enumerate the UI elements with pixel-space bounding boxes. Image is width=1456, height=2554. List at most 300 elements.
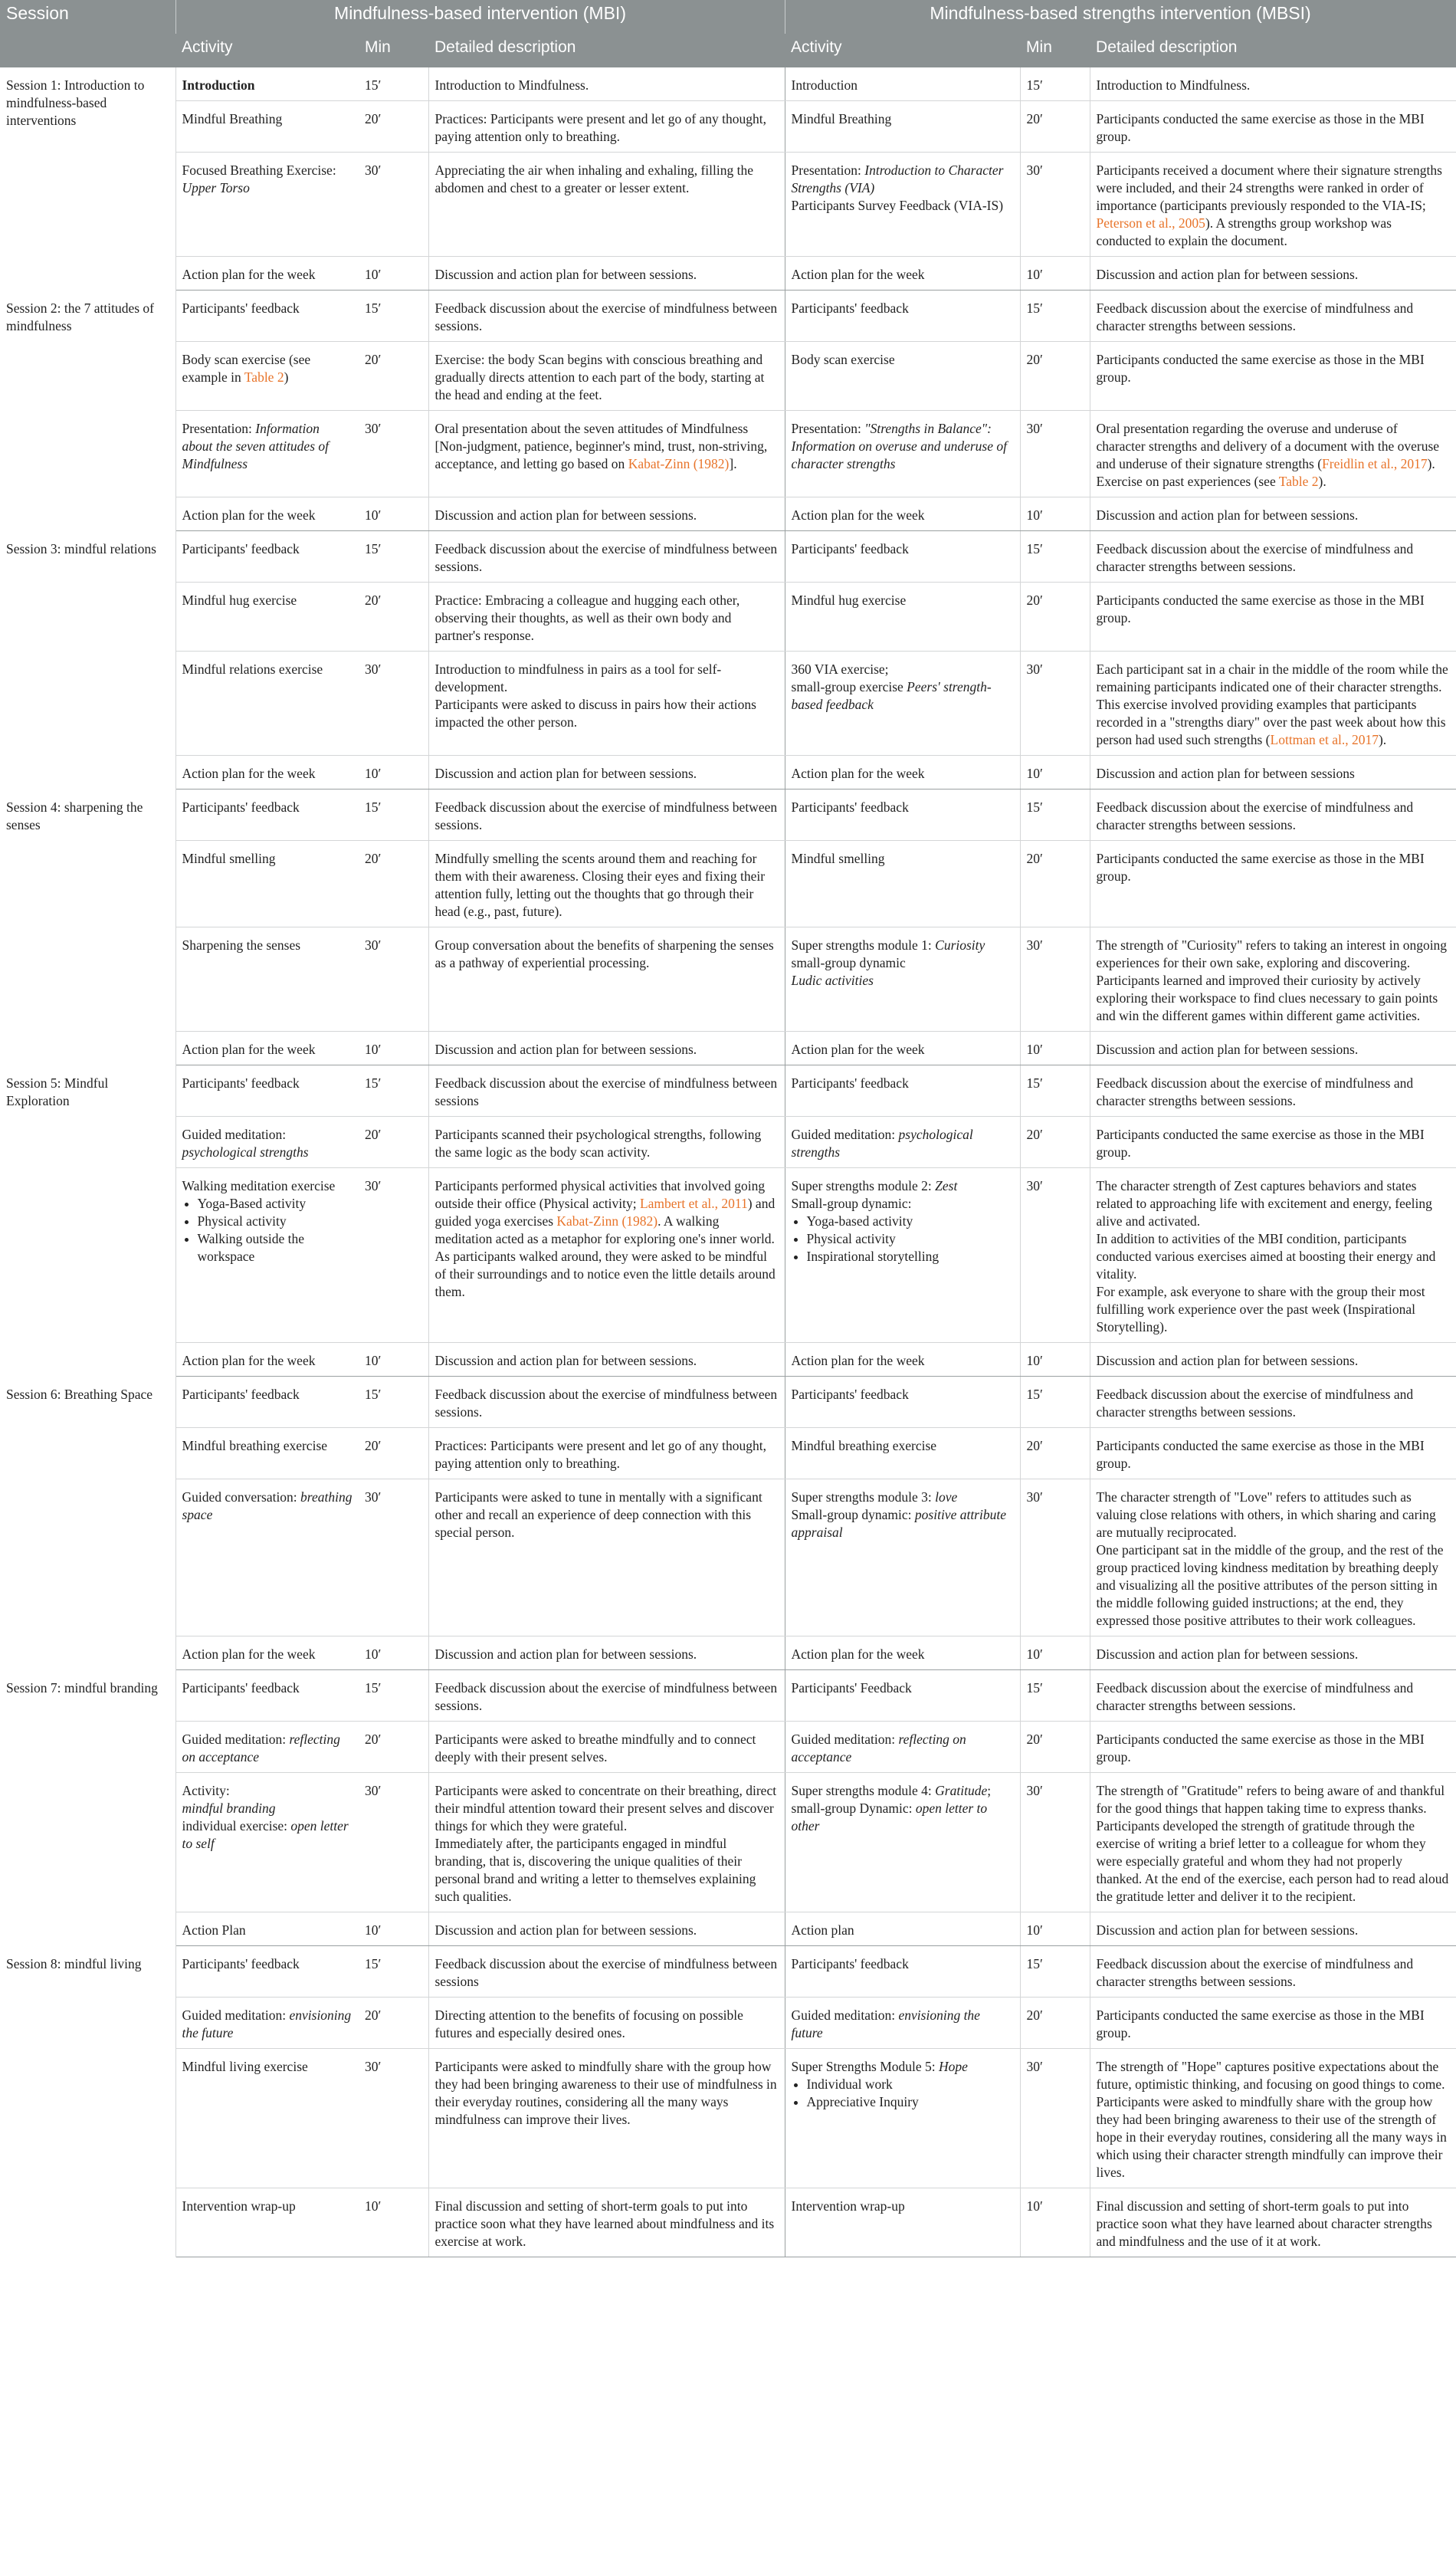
mbsi-activity xyxy=(785,67,1020,101)
mbi-minutes: 10′ xyxy=(359,1912,428,1946)
bullet-item: • Yoga-Based activity xyxy=(198,1195,353,1213)
mbsi-activity xyxy=(785,1912,1020,1946)
mbsi-description xyxy=(1090,1670,1456,1722)
text-run: Participants' feedback xyxy=(791,1075,909,1091)
mbi-minutes: 20′ xyxy=(359,342,428,411)
mbi-description xyxy=(428,67,785,101)
mbsi-minutes: 30′ xyxy=(1020,153,1090,257)
text-run: envisioning the future xyxy=(791,2007,980,2040)
mbsi-minutes: 15′ xyxy=(1020,790,1090,841)
mbsi-description xyxy=(1090,1479,1456,1636)
session-title: Session 7: mindful branding xyxy=(0,1670,175,1946)
cell-paragraph xyxy=(182,2007,353,2042)
mbsi-minutes: 10′ xyxy=(1020,1912,1090,1946)
text-run: ) xyxy=(284,369,289,385)
cell-paragraph xyxy=(435,2198,779,2250)
mbsi-minutes: 15′ xyxy=(1020,291,1090,342)
text-run: Participants' feedback xyxy=(182,1956,300,1971)
cell-paragraph xyxy=(435,1955,779,1991)
cell-paragraph xyxy=(1097,1731,1451,1766)
text-run: Gratitude xyxy=(935,1783,988,1798)
text-run: Participants Survey Feedback (VIA-IS) xyxy=(791,198,1004,213)
mbsi-activity xyxy=(785,1636,1020,1670)
mbsi-activity xyxy=(785,342,1020,411)
cell-paragraph xyxy=(1097,850,1451,885)
mbi-minutes: 10′ xyxy=(359,1343,428,1377)
text-run: Action plan for the week xyxy=(791,1353,925,1368)
mbsi-description xyxy=(1090,1946,1456,1998)
mbi-activity xyxy=(175,497,359,531)
text-run: Discussion and action plan for between sessions. xyxy=(435,766,697,781)
mbsi-activity xyxy=(785,411,1020,497)
text-run: ; small-group Dynamic: xyxy=(791,1783,992,1816)
text-run: psychological strengths xyxy=(182,1144,309,1160)
mbi-minutes: 15′ xyxy=(359,1377,428,1428)
cell-paragraph xyxy=(792,765,1014,783)
cell-paragraph xyxy=(182,1489,353,1524)
mbi-activity xyxy=(175,1998,359,2049)
cell-paragraph xyxy=(1097,937,1451,972)
mbi-activity xyxy=(175,790,359,841)
text-run: Each participant sat in a chair in the middle of the room while the remaining participants indicated one of their character strengths. xyxy=(1096,661,1448,694)
text-run: open letter to other xyxy=(791,1801,988,1833)
text-run: As participants walked around, they were asked to be mindful of their surroundings and to notice even the little details around them. xyxy=(435,1249,776,1299)
mbi-activity xyxy=(175,1428,359,1479)
mbsi-description xyxy=(1090,1773,1456,1912)
cell-paragraph xyxy=(182,1386,353,1403)
mbsi-activity xyxy=(785,1032,1020,1065)
mbi-activity xyxy=(175,291,359,342)
mbsi-description xyxy=(1090,790,1456,841)
text-run: Zest xyxy=(935,1178,958,1193)
mbsi-activity xyxy=(785,756,1020,790)
mbi-minutes: 20′ xyxy=(359,101,428,153)
text-run: ). xyxy=(1378,732,1387,747)
session-title: Session 8: mindful living xyxy=(0,1946,175,2257)
table-row xyxy=(0,1117,1456,1168)
text-run: Discussion and action plan for between sessions xyxy=(1096,766,1355,781)
mbsi-minutes: 30′ xyxy=(1020,2049,1090,2188)
mbsi-description xyxy=(1090,756,1456,790)
cell-paragraph xyxy=(1097,1541,1451,1630)
text-run: The strength of "Curiosity" refers to taking an interest in ongoing experiences for their own sake, exploring and discovering. xyxy=(1096,937,1448,970)
session-title: Session 1: Introduction to mindfulness-based interventions xyxy=(0,67,175,291)
text-run: Presentation: xyxy=(182,421,256,436)
text-run: Final discussion and setting of short-term goals to put into practice soon what they have learned about character strengths and mindfulness and the use of it at work. xyxy=(1096,2198,1432,2249)
text-run: Action plan for the week xyxy=(182,1042,316,1057)
mbsi-minutes: 15′ xyxy=(1020,1065,1090,1117)
text-run: Participants conducted the same exercise as those in the MBI group. xyxy=(1096,2007,1425,2040)
citation-link[interactable]: Freidlin et al., 2017 xyxy=(1322,456,1428,471)
mbi-description xyxy=(428,1428,785,1479)
cell-paragraph xyxy=(182,1955,353,1973)
mbsi-minutes: 15′ xyxy=(1020,1377,1090,1428)
cell-paragraph xyxy=(1097,765,1451,783)
mbi-description xyxy=(428,1065,785,1117)
cell-paragraph xyxy=(182,2198,353,2215)
table-row xyxy=(0,497,1456,531)
text-run: Practice: Embracing a colleague and hugging each other, observing their thoughts, as well as their own body and partner's response. xyxy=(435,593,740,643)
cell-paragraph xyxy=(182,420,353,473)
mbsi-activity xyxy=(785,583,1020,652)
table-row xyxy=(0,1912,1456,1946)
citation-link[interactable]: Kabat-Zinn (1982) xyxy=(556,1213,658,1229)
mbi-activity xyxy=(175,927,359,1032)
cell-paragraph xyxy=(435,110,779,146)
mbsi-minutes: 30′ xyxy=(1020,411,1090,497)
cell-paragraph xyxy=(1097,1386,1451,1421)
mbsi-description xyxy=(1090,153,1456,257)
mbsi-description xyxy=(1090,583,1456,652)
mbi-description xyxy=(428,1722,785,1773)
mbsi-description xyxy=(1090,411,1456,497)
mbsi-activity xyxy=(785,2049,1020,2188)
text-run: love xyxy=(935,1489,958,1505)
mbsi-activity xyxy=(785,1168,1020,1343)
mbi-activity xyxy=(175,257,359,291)
text-run: Super strengths module 4: xyxy=(791,1783,936,1798)
mbsi-activity xyxy=(785,1773,1020,1912)
text-run: In addition to activities of the MBI condition, participants conducted various exercises aimed at boosting their energy and vitality. xyxy=(1096,1231,1436,1282)
text-run: Introduction xyxy=(182,77,255,93)
text-run: small-group exercise xyxy=(791,679,907,694)
citation-link[interactable]: Lambert et al., 2011 xyxy=(639,1196,748,1211)
text-run: Participants conducted the same exercise as those in the MBI group. xyxy=(1096,1438,1425,1471)
bullet-list xyxy=(792,2076,1014,2111)
citation-link[interactable]: Peterson et al., 2005 xyxy=(1096,215,1205,231)
mbsi-description xyxy=(1090,531,1456,583)
mbi-description xyxy=(428,1168,785,1343)
cell-paragraph xyxy=(182,2058,353,2076)
cell-paragraph xyxy=(792,1126,1014,1161)
text-run: Practices: Participants were present and let go of any thought, paying attention only to breathing. xyxy=(435,1438,767,1471)
cell-paragraph xyxy=(435,1646,779,1663)
mbi-activity xyxy=(175,1032,359,1065)
mbi-description xyxy=(428,1032,785,1065)
text-run: Guided meditation: xyxy=(791,2007,899,2023)
cell-paragraph xyxy=(792,2058,1014,2076)
cell-paragraph xyxy=(182,1352,353,1370)
cell-paragraph xyxy=(182,540,353,558)
text-run: Mindful hug exercise xyxy=(791,593,907,608)
mbi-activity xyxy=(175,101,359,153)
text-run: Participants' feedback xyxy=(182,1075,300,1091)
cell-paragraph xyxy=(435,1835,779,1906)
text-run: Feedback discussion about the exercise of mindfulness and character strengths between sessions. xyxy=(1096,1075,1414,1108)
text-run: Discussion and action plan for between sessions. xyxy=(1096,267,1359,282)
cell-paragraph xyxy=(182,1800,353,1817)
text-run: Mindful breathing exercise xyxy=(791,1438,937,1453)
mbsi-minutes: 10′ xyxy=(1020,1032,1090,1065)
mbi-activity xyxy=(175,583,359,652)
mbi-description xyxy=(428,411,785,497)
mbi-activity xyxy=(175,1065,359,1117)
cell-paragraph xyxy=(1097,77,1451,94)
mbi-description xyxy=(428,652,785,756)
cell-paragraph xyxy=(435,1126,779,1161)
text-run: Body scan exercise xyxy=(791,352,895,367)
header-session: Session xyxy=(0,0,175,34)
text-run: Feedback discussion about the exercise of mindfulness and character strengths between sessions. xyxy=(1096,1387,1414,1420)
mbsi-description xyxy=(1090,1377,1456,1428)
citation-link[interactable]: Table 2 xyxy=(1278,474,1319,489)
cell-paragraph xyxy=(435,937,779,972)
mbi-activity xyxy=(175,2188,359,2257)
mbi-minutes: 15′ xyxy=(359,1670,428,1722)
mbi-minutes: 20′ xyxy=(359,583,428,652)
table-row xyxy=(0,411,1456,497)
mbi-description xyxy=(428,1343,785,1377)
mbsi-minutes: 20′ xyxy=(1020,1117,1090,1168)
mbi-description xyxy=(428,841,785,927)
mbsi-activity xyxy=(785,257,1020,291)
mbsi-minutes: 20′ xyxy=(1020,342,1090,411)
cell-paragraph xyxy=(1097,696,1451,749)
table-row xyxy=(0,1722,1456,1773)
session-title: Session 3: mindful relations xyxy=(0,531,175,790)
cell-paragraph xyxy=(182,850,353,868)
mbsi-minutes: 10′ xyxy=(1020,257,1090,291)
text-run: Participants' feedback xyxy=(182,541,300,556)
text-run: Final discussion and setting of short-term goals to put into practice soon what they have learned about mindfulness and its exercise at work. xyxy=(435,2198,775,2249)
citation-link[interactable]: Kabat-Zinn (1982) xyxy=(628,456,730,471)
cell-paragraph xyxy=(435,1782,779,1835)
text-run: Appreciating the air when inhaling and exhaling, filling the abdomen and chest to a greater or lesser extent. xyxy=(435,162,754,195)
bullet-item: • Physical activity xyxy=(807,1230,1014,1248)
text-run: Guided meditation: xyxy=(182,1127,287,1142)
header-activity-mbi: Activity xyxy=(175,34,359,67)
table-row xyxy=(0,1032,1456,1065)
cell-paragraph xyxy=(182,266,353,284)
text-run: Discussion and action plan for between sessions. xyxy=(1096,1353,1359,1368)
cell-paragraph xyxy=(1097,2198,1451,2250)
cell-paragraph xyxy=(182,1437,353,1455)
citation-link[interactable]: Table 2 xyxy=(244,369,284,385)
mbsi-description xyxy=(1090,1636,1456,1670)
text-run: Feedback discussion about the exercise of mindfulness and character strengths between sessions. xyxy=(1096,799,1414,832)
mbsi-activity xyxy=(785,1377,1020,1428)
mbsi-description xyxy=(1090,101,1456,153)
mbsi-minutes: 15′ xyxy=(1020,67,1090,101)
text-run: Introduction to Character Strengths (VIA) xyxy=(791,162,1004,195)
cell-paragraph xyxy=(792,1177,1014,1195)
mbi-minutes: 15′ xyxy=(359,291,428,342)
cell-paragraph xyxy=(435,1041,779,1059)
text-run: Feedback discussion about the exercise of mindfulness between sessions xyxy=(435,1075,778,1108)
text-run: Focused Breathing Exercise: xyxy=(182,162,336,178)
text-run: Mindful relations exercise xyxy=(182,661,323,677)
session-title: Session 4: sharpening the senses xyxy=(0,790,175,1065)
table-row xyxy=(0,583,1456,652)
text-run: Feedback discussion about the exercise of mindfulness between sessions. xyxy=(435,541,778,574)
text-run: Participants received a document where their signature strengths were included, and their 24 strengths were ranked in order of importance (participants previously responded to the VIA-IS; xyxy=(1096,162,1442,213)
text-run: Super Strengths Module 5: xyxy=(791,2059,940,2074)
text-run: Participants' feedback xyxy=(791,541,909,556)
text-run: Participants were asked to concentrate on their breathing, direct their mindful attention toward their present selves and discover things for which they were grateful. xyxy=(435,1783,777,1833)
mbsi-activity xyxy=(785,652,1020,756)
mbi-activity xyxy=(175,342,359,411)
text-run: Mindful breathing exercise xyxy=(182,1438,328,1453)
mbi-activity xyxy=(175,1117,359,1168)
text-run: Feedback discussion about the exercise of mindfulness and character strengths between sessions. xyxy=(1096,1680,1414,1713)
cell-paragraph xyxy=(182,1041,353,1059)
mbi-activity xyxy=(175,1377,359,1428)
cell-paragraph xyxy=(792,1731,1014,1766)
mbsi-description xyxy=(1090,1428,1456,1479)
cell-paragraph xyxy=(182,1679,353,1697)
cell-paragraph xyxy=(435,1489,779,1541)
mbi-minutes: 15′ xyxy=(359,1065,428,1117)
table-row xyxy=(0,1377,1456,1428)
cell-paragraph xyxy=(435,661,779,696)
mbi-description xyxy=(428,257,785,291)
table-row xyxy=(0,1998,1456,2049)
mbi-description xyxy=(428,531,785,583)
cell-paragraph xyxy=(792,1679,1014,1697)
cell-paragraph xyxy=(1097,1126,1451,1161)
mbsi-activity xyxy=(785,1670,1020,1722)
mbsi-minutes: 30′ xyxy=(1020,1773,1090,1912)
cell-paragraph xyxy=(182,162,353,197)
cell-paragraph xyxy=(435,1679,779,1715)
text-run: Action plan for the week xyxy=(182,766,316,781)
mbsi-activity xyxy=(785,531,1020,583)
cell-paragraph xyxy=(435,696,779,731)
cell-paragraph xyxy=(792,678,1014,714)
text-run: Super strengths module 3: xyxy=(791,1489,936,1505)
cell-paragraph xyxy=(1097,1352,1451,1370)
table-row xyxy=(0,841,1456,927)
cell-paragraph xyxy=(792,1506,1014,1541)
mbi-description xyxy=(428,342,785,411)
cell-paragraph xyxy=(1097,1679,1451,1715)
cell-paragraph xyxy=(435,1352,779,1370)
text-run: psychological strengths xyxy=(791,1127,973,1160)
header-desc-mbi: Detailed description xyxy=(428,34,785,67)
bullet-list xyxy=(182,1195,353,1266)
text-run: reflecting on acceptance xyxy=(182,1732,340,1764)
text-run: Action plan for the week xyxy=(791,267,925,282)
cell-paragraph xyxy=(435,592,779,645)
mbsi-description xyxy=(1090,652,1456,756)
cell-paragraph xyxy=(1097,420,1451,491)
cell-paragraph xyxy=(792,197,1014,215)
text-run: The character strength of Zest captures behaviors and states related to approaching life with excitement and energy, feeling alive and activated. xyxy=(1096,1178,1432,1229)
cell-paragraph xyxy=(1097,661,1451,696)
cell-paragraph xyxy=(792,2198,1014,2215)
mbi-activity xyxy=(175,652,359,756)
mbi-minutes: 10′ xyxy=(359,497,428,531)
mbsi-description xyxy=(1090,1912,1456,1946)
mbsi-activity xyxy=(785,1946,1020,1998)
mbsi-activity xyxy=(785,1479,1020,1636)
mbsi-activity xyxy=(785,1065,1020,1117)
cell-paragraph xyxy=(435,540,779,576)
mbi-description xyxy=(428,101,785,153)
mbi-activity xyxy=(175,153,359,257)
text-run: Discussion and action plan for between sessions. xyxy=(435,507,697,523)
text-run: Intervention wrap-up xyxy=(791,2198,905,2214)
mbsi-minutes: 15′ xyxy=(1020,531,1090,583)
text-run: Walking meditation exercise xyxy=(182,1178,336,1193)
mbsi-description xyxy=(1090,841,1456,927)
cell-paragraph xyxy=(1097,1489,1451,1541)
mbi-minutes: 30′ xyxy=(359,1168,428,1343)
mbi-minutes: 15′ xyxy=(359,790,428,841)
table-row xyxy=(0,342,1456,411)
mbsi-minutes: 10′ xyxy=(1020,2188,1090,2257)
cell-paragraph xyxy=(1097,972,1451,1025)
text-run: envisioning the future xyxy=(182,2007,352,2040)
citation-link[interactable]: Lottman et al., 2017 xyxy=(1270,732,1379,747)
mbi-activity xyxy=(175,67,359,101)
text-run: Introduction to Mindfulness. xyxy=(1096,77,1251,93)
text-run: ) and guided yoga exercises xyxy=(435,1196,776,1229)
cell-paragraph xyxy=(1097,1782,1451,1817)
text-run: Action plan for the week xyxy=(791,1042,925,1057)
cell-paragraph xyxy=(182,1646,353,1663)
text-run: Participants conducted the same exercise as those in the MBI group. xyxy=(1096,352,1425,385)
text-run: Participants performed physical activities that involved going outside their office (Physical activity; xyxy=(435,1178,766,1211)
text-run: Participants conducted the same exercise as those in the MBI group. xyxy=(1096,111,1425,144)
text-run: Guided meditation: xyxy=(182,1732,290,1747)
cell-paragraph xyxy=(435,351,779,404)
text-run: open letter to self xyxy=(182,1818,349,1851)
cell-paragraph xyxy=(1097,266,1451,284)
cell-paragraph xyxy=(1097,2007,1451,2042)
text-run: individual exercise: xyxy=(182,1818,291,1833)
text-run: Participants' feedback xyxy=(791,799,909,815)
cell-paragraph xyxy=(435,1177,779,1248)
mbsi-description xyxy=(1090,1065,1456,1117)
text-run: Participants were asked to breathe mindfully and to connect deeply with their present selves. xyxy=(435,1732,756,1764)
text-run: Mindful smelling xyxy=(791,851,885,866)
bullet-item: • Walking outside the workspace xyxy=(198,1230,353,1266)
text-run: Participants were asked to discuss in pairs how their actions impacted the other person. xyxy=(435,697,756,730)
cell-paragraph xyxy=(182,592,353,609)
cell-paragraph xyxy=(435,2007,779,2042)
cell-paragraph xyxy=(182,1177,353,1195)
table-row xyxy=(0,2049,1456,2188)
mbi-description xyxy=(428,1670,785,1722)
cell-paragraph xyxy=(182,1731,353,1766)
session-title: Session 2: the 7 attitudes of mindfulness xyxy=(0,291,175,531)
text-run: . A walking meditation acted as a metaphor for exploring one's inner world. xyxy=(435,1213,775,1246)
mbi-activity xyxy=(175,1912,359,1946)
text-run: Mindful living exercise xyxy=(182,2059,308,2074)
mbsi-description xyxy=(1090,67,1456,101)
mbi-minutes: 15′ xyxy=(359,1946,428,1998)
cell-paragraph xyxy=(792,2007,1014,2042)
cell-paragraph xyxy=(1097,1817,1451,1906)
mbi-activity xyxy=(175,1773,359,1912)
mbsi-minutes: 15′ xyxy=(1020,1670,1090,1722)
cell-paragraph xyxy=(182,937,353,954)
text-run: Introduction xyxy=(791,77,858,93)
mbi-description xyxy=(428,1636,785,1670)
text-run: Participants were asked to tune in mentally with a significant other and recall an experience of deep connection with this special person. xyxy=(435,1489,762,1540)
mbi-minutes: 10′ xyxy=(359,1032,428,1065)
table-row xyxy=(0,756,1456,790)
text-run: reflecting on acceptance xyxy=(791,1732,966,1764)
mbi-description xyxy=(428,1998,785,2049)
text-run: Presentation: xyxy=(791,421,865,436)
mbi-description xyxy=(428,1117,785,1168)
cell-paragraph xyxy=(435,420,779,473)
text-run: Discussion and action plan for between sessions. xyxy=(435,1042,697,1057)
header-min-mbi: Min xyxy=(359,34,428,67)
text-run: Ludic activities xyxy=(791,973,874,988)
